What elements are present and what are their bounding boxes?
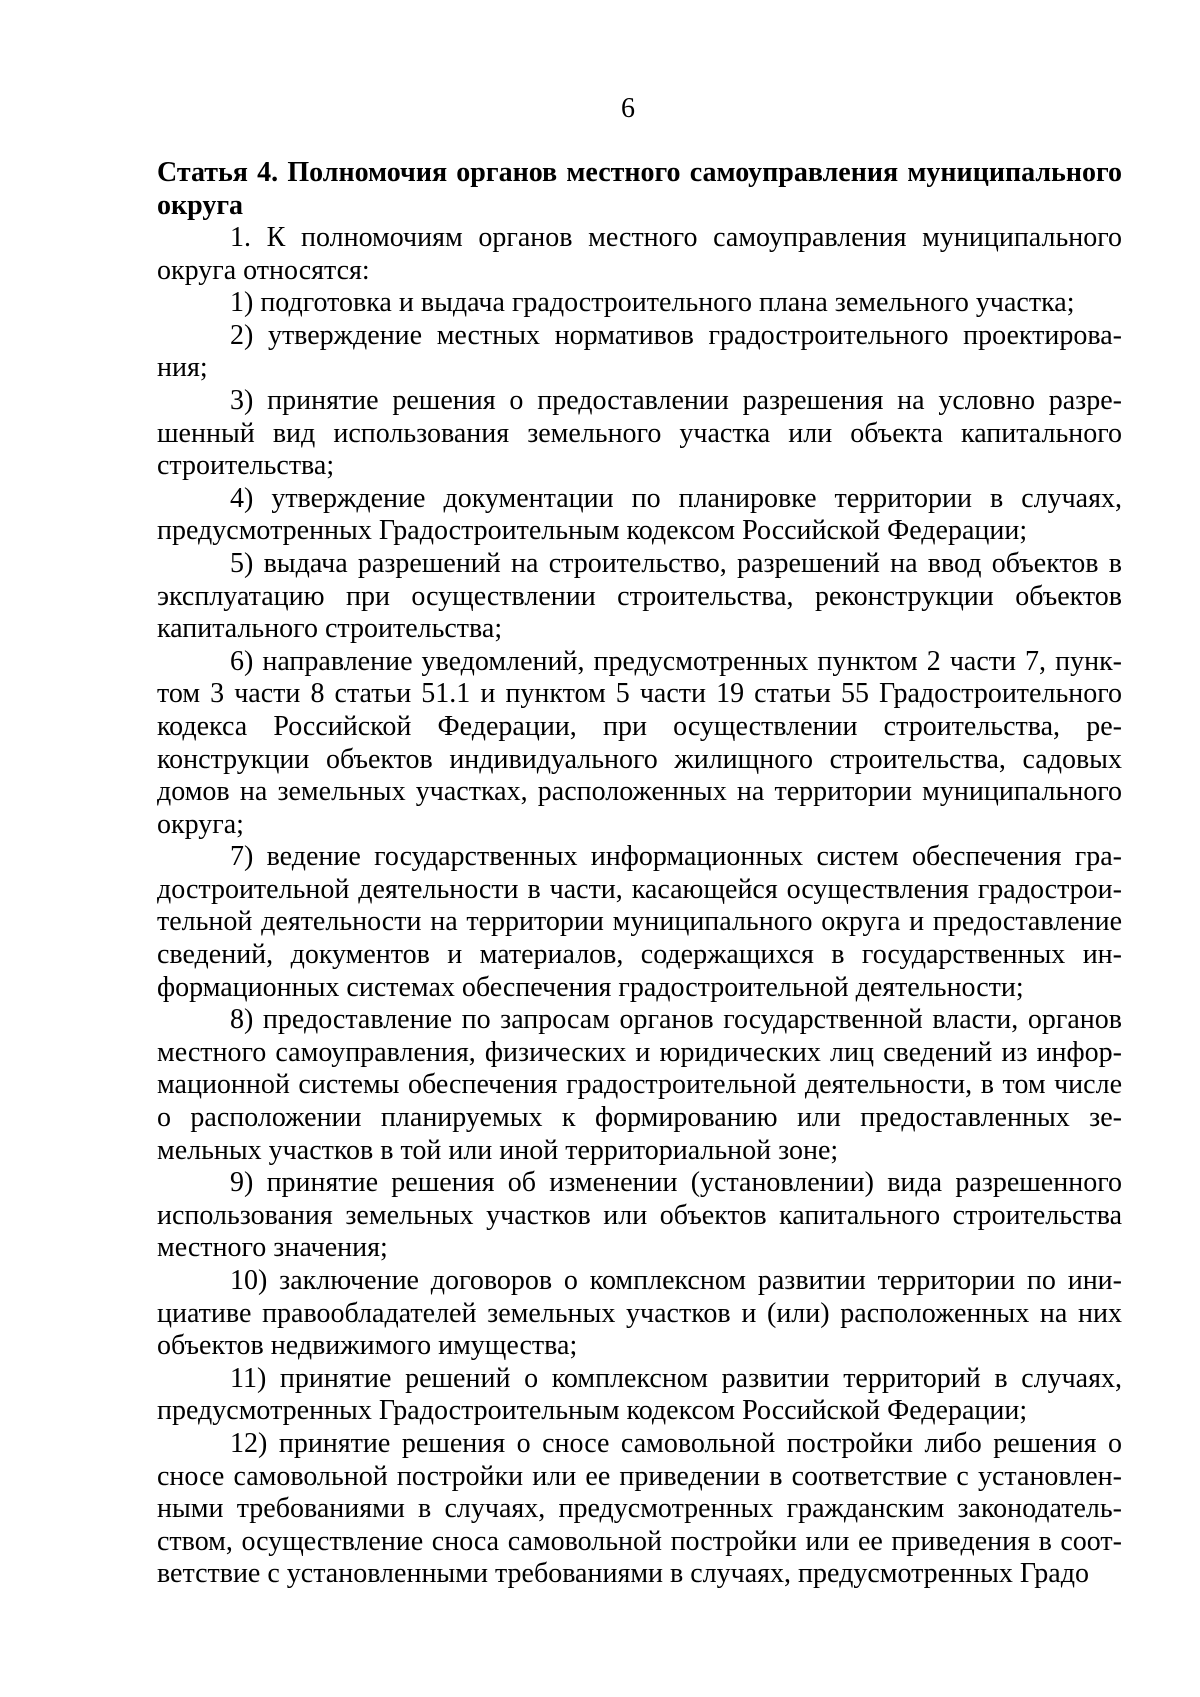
list-item-4: 4) утверждение документации по планировке территории в случаях, предусмотренных Градостроительным кодексом Российской Федерации; xyxy=(157,482,1122,547)
list-item-3: 3) принятие решения о предоставлении разрешения на условно разрешенный вид использования земельного участка или объекта капитального строительства; xyxy=(157,384,1122,482)
list-item-8: 8) предоставление по запросам органов государственной власти, органов местного самоуправления, физических и юридических лиц сведений из информационной системы обеспечения градостроительной деятельности, в том числе о расположении планируемых к формированию или предоставленных земельных участков в той или иной территориальной зоне; xyxy=(157,1004,1122,1166)
document-body xyxy=(157,156,1122,1591)
list-item-11: 11) принятие решений о комплексном развитии территорий в случаях, предусмотренных Градостроительным кодексом Российской Федерации; xyxy=(157,1362,1122,1427)
paragraph-intro: 1. К полномочиям органов местного самоуправления муниципального округа относятся: xyxy=(157,222,1122,286)
list-item-10: 10) заключение договоров о комплексном развитии территории по инициативе правообладателей земельных участков и (или) расположенных на них объектов недвижимого имущества; xyxy=(157,1265,1122,1362)
list-item-9: 9) принятие решения об изменении (установлении) вида разрешенного использования земельных участков или объектов капитального строительства местного значения; xyxy=(157,1167,1122,1264)
article-heading: Статья 4. Полномочия органов местного самоуправления муниципального округа xyxy=(157,157,1122,221)
list-item-12: 12) принятие решения о сносе самовольной постройки либо решения о сносе самовольной постройки или ее приведении в соответствие с установленными требованиями в случаях, предусмотренных гражданским законодательством, осуществление сноса самовольной постройки или ее приведения в соответствие с установленными требованиями в случаях, предусмотренных Градо xyxy=(157,1427,1122,1590)
list-item-7: 7) ведение государственных информационных систем обеспечения градостроительной деятельности в части, касающейся осуществления градостроительной деятельности на территории муниципального округа и предоставление сведений, документов и материалов, содержащихся в государственных информационных системах обеспечения градостроительной деятельности; xyxy=(157,841,1122,1003)
list-item-6: 6) направление уведомлений, предусмотренных пунктом 2 части 7, пунктом 3 части 8 статьи 51.1 и пунктом 5 части 19 статьи 55 Градостроительного кодекса Российской Федерации, при осуществлении строительства, реконструкции объектов индивидуального жилищного строительства, садовых домов на земельных участках, расположенных на территории муниципального округа; xyxy=(157,645,1122,840)
list-item-1: 1) подготовка и выдача градостроительного плана земельного участка; xyxy=(230,287,1075,319)
page-number: 6 xyxy=(621,93,635,124)
list-item-2: 2) утверждение местных нормативов градостроительного проектирования; xyxy=(157,319,1122,384)
list-item-5: 5) выдача разрешений на строительство, разрешений на ввод объектов в эксплуатацию при осуществлении строительства, реконструкции объектов капитального строительства; xyxy=(157,547,1122,645)
